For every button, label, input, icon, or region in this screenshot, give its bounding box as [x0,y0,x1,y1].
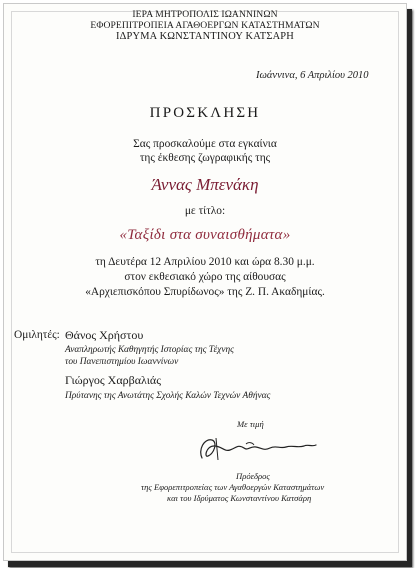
invitation-card [3,3,407,561]
event-datetime: τη Δευτέρα 12 Απριλίου 2010 και ώρα 8.30 μ.μ. [95,256,315,268]
header-committee: ΕΦΟΡΕΠΙΤΡΟΠΕΙΑ ΑΓΑΘΟΕΡΓΩΝ ΚΑΤΑΣΤΗΜΑΤΩΝ [90,20,320,31]
regards-line: Με τιμή [237,419,264,429]
speaker-1-role: Αναπληρωτής Καθηγητής Ιστορίας της Τέχνης [65,345,234,355]
invitation-title: ΠΡΟΣΚΛΗΣΗ [149,105,261,121]
date-line: Ιωάννινα, 6 Απριλίου 2010 [256,70,369,81]
signatory-role-1: της Εφορεπιτροπείας των Αγαθοεργών Καταστημάτων [141,482,325,492]
speaker-1-affiliation: του Πανεπιστημίου Ιωαννίνων [65,357,179,367]
invite-line-1: Σας προσκαλούμε στα εγκαίνια [133,138,277,150]
header-metropolis: ΙΕΡΑ ΜΗΤΡΟΠΟΛΙΣ ΙΩΑΝΝΙΝΩΝ [132,9,278,20]
signatory-title: Πρόεδρος [236,471,270,481]
speakers-label: Ομιλητές: [14,329,60,341]
handwritten-signature [194,432,324,466]
event-venue: στον εκθεσιακό χώρο της αίθουσας [124,271,286,283]
artist-name: Άννας Μπενάκη [151,175,259,194]
signatory-role-2: και του Ιδρύματος Κωνσταντίνου Κατσάρη [167,493,312,503]
speaker-1-name: Θάνος Χρήστου [65,328,144,342]
event-hall: «Αρχιεπισκόπου Σπυρίδωνος» της Ζ. Π. Ακαδημίας. [85,286,325,298]
invite-line-2: της έκθεσης ζωγραφικής της [139,152,271,164]
speaker-2-role: Πρύτανης της Ανωτάτης Σχολής Καλών Τεχνών Αθήνας [65,391,271,401]
speaker-2-name: Γιώργος Χαρβαλιάς [65,373,161,387]
header-foundation: ΙΔΡΥΜΑ ΚΩΝΣΤΑΝΤΙΝΟΥ ΚΑΤΣΑΡΗ [116,31,294,42]
exhibition-title: «Ταξίδι στα συναισθήματα» [119,227,291,243]
with-title-label: με τίτλο: [184,205,226,217]
